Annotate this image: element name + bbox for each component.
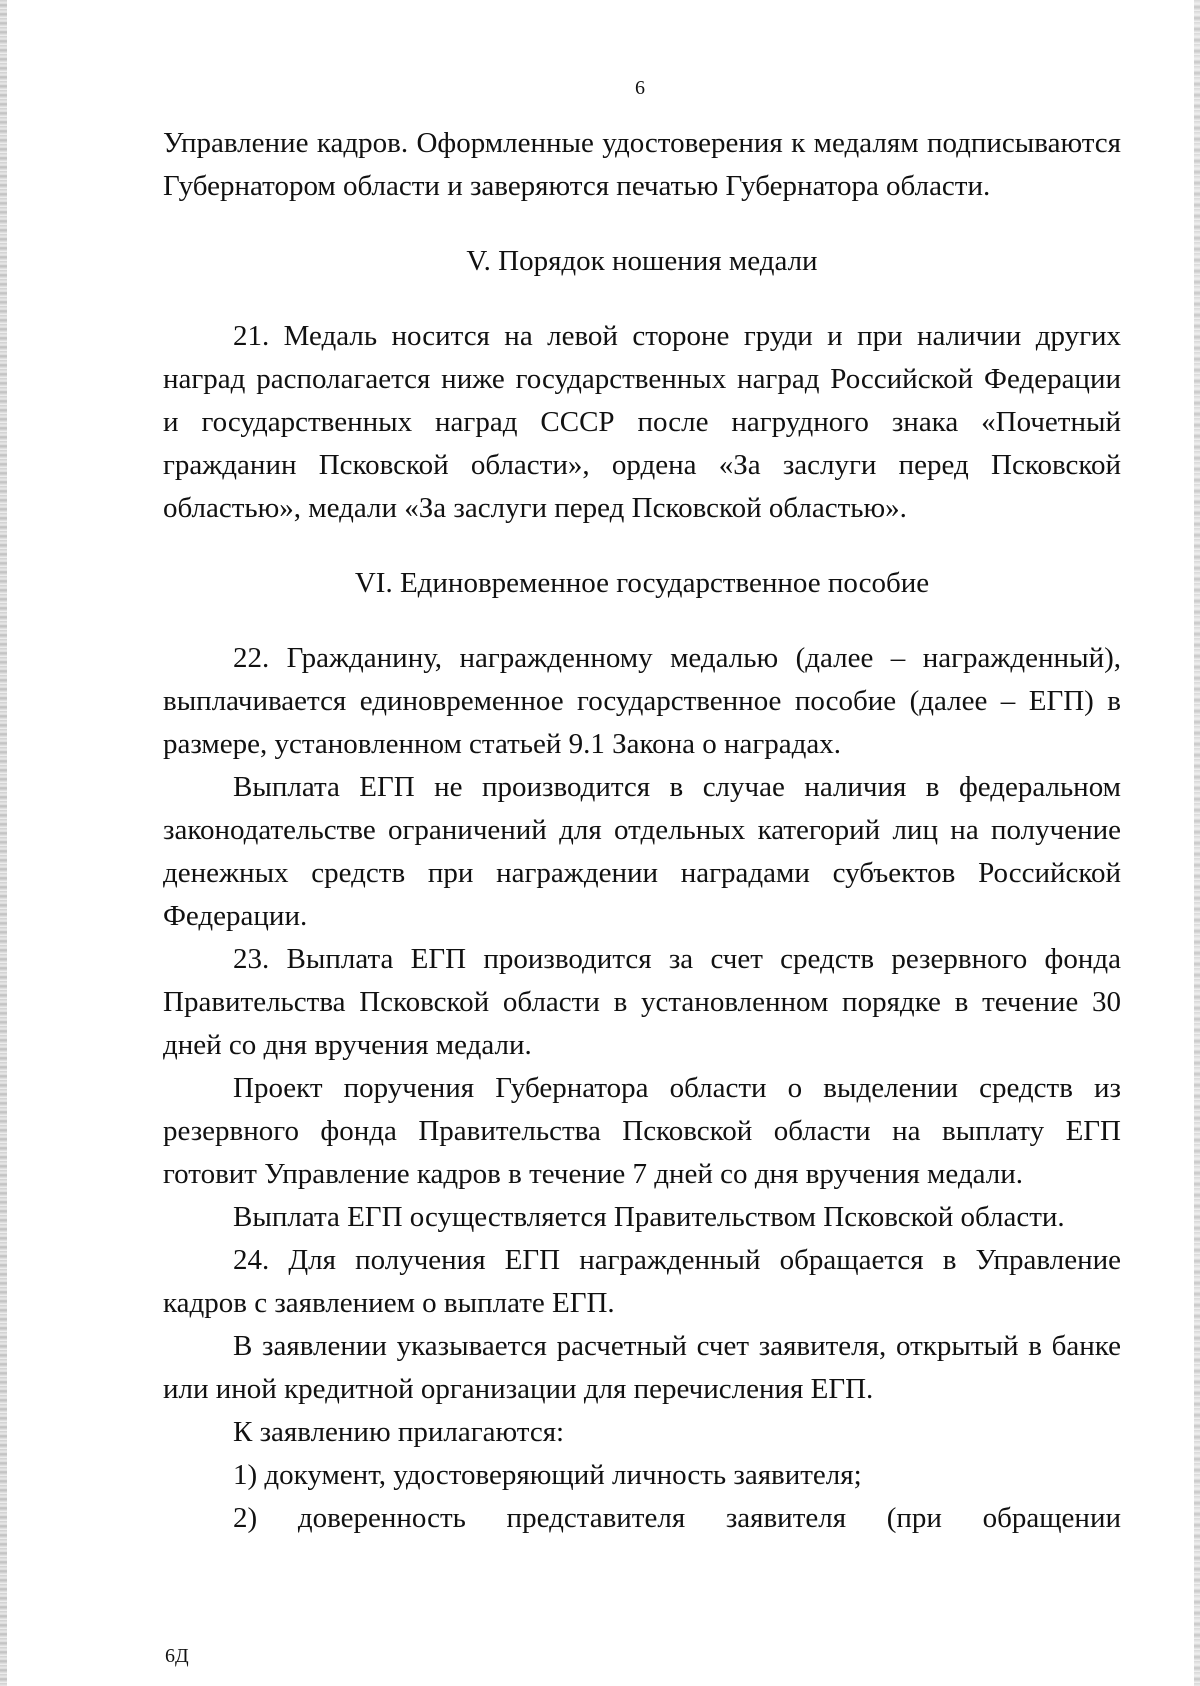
page-number: 6 <box>635 77 645 99</box>
paragraph-24-account: В заявлении указывается расчетный счет заявителя, открытый в банке или иной кредитной организации для перечисления ЕГП. <box>163 1330 1121 1405</box>
paragraph-23-order-draft: Проект поручения Губернатора области о выделении средств из резервного фонда Правительства Псковской области на выплату ЕГП готовит Управление кадров в течение 7 дней со дня вручения медали. <box>163 1072 1121 1190</box>
paragraph-23: 23. Выплата ЕГП производится за счет средств резервного фонда Правительства Псковской области в установленном порядке в течение 30 дней со дня вручения медали. <box>163 943 1121 1061</box>
paragraph-23-payment: Выплата ЕГП осуществляется Правительством Псковской области. <box>233 1201 1065 1233</box>
section-heading-v: V. Порядок ношения медали <box>466 245 818 277</box>
paragraph-21: 21. Медаль носится на левой стороне груди и при наличии других наград располагается ниже государственных наград Российской Федерации и государственных наград СССР после нагрудного знака «Почетный гражданин Псковской области», ордена «За заслуги перед Псковской областью», медали «За заслуги перед Псковской областью». <box>163 320 1121 524</box>
list-item-2: 2) доверенность представителя заявителя (при обращении <box>233 1502 1121 1534</box>
paragraph-continuation: Управление кадров. Оформленные удостоверения к медалям подписываются Губернатором области и заверяются печатью Губернатора области. <box>163 127 1121 202</box>
scan-edge-right <box>1194 0 1200 1686</box>
list-item-1: 1) документ, удостоверяющий личность заявителя; <box>233 1459 862 1491</box>
document-body <box>163 122 1121 1540</box>
section-heading-vi: VI. Единовременное государственное пособие <box>354 567 930 599</box>
footer-code: 6Д <box>165 1645 189 1667</box>
paragraph-22-payment-exception: Выплата ЕГП не производится в случае наличия в федеральном законодательстве ограничений для отдельных категорий лиц на получение денежных средств при награждении наградами субъектов Российской Федерации. <box>163 771 1121 932</box>
paragraph-24-attachments: К заявлению прилагаются: <box>233 1416 565 1448</box>
scan-edge-left <box>0 0 7 1686</box>
paragraph-22: 22. Гражданину, награжденному медалью (далее – награжденный), выплачивается единовременное государственное пособие (далее – ЕГП) в размере, установленном статьей 9.1 Закона о наградах. <box>163 642 1121 760</box>
paragraph-24: 24. Для получения ЕГП награжденный обращается в Управление кадров с заявлением о выплате ЕГП. <box>163 1244 1121 1319</box>
